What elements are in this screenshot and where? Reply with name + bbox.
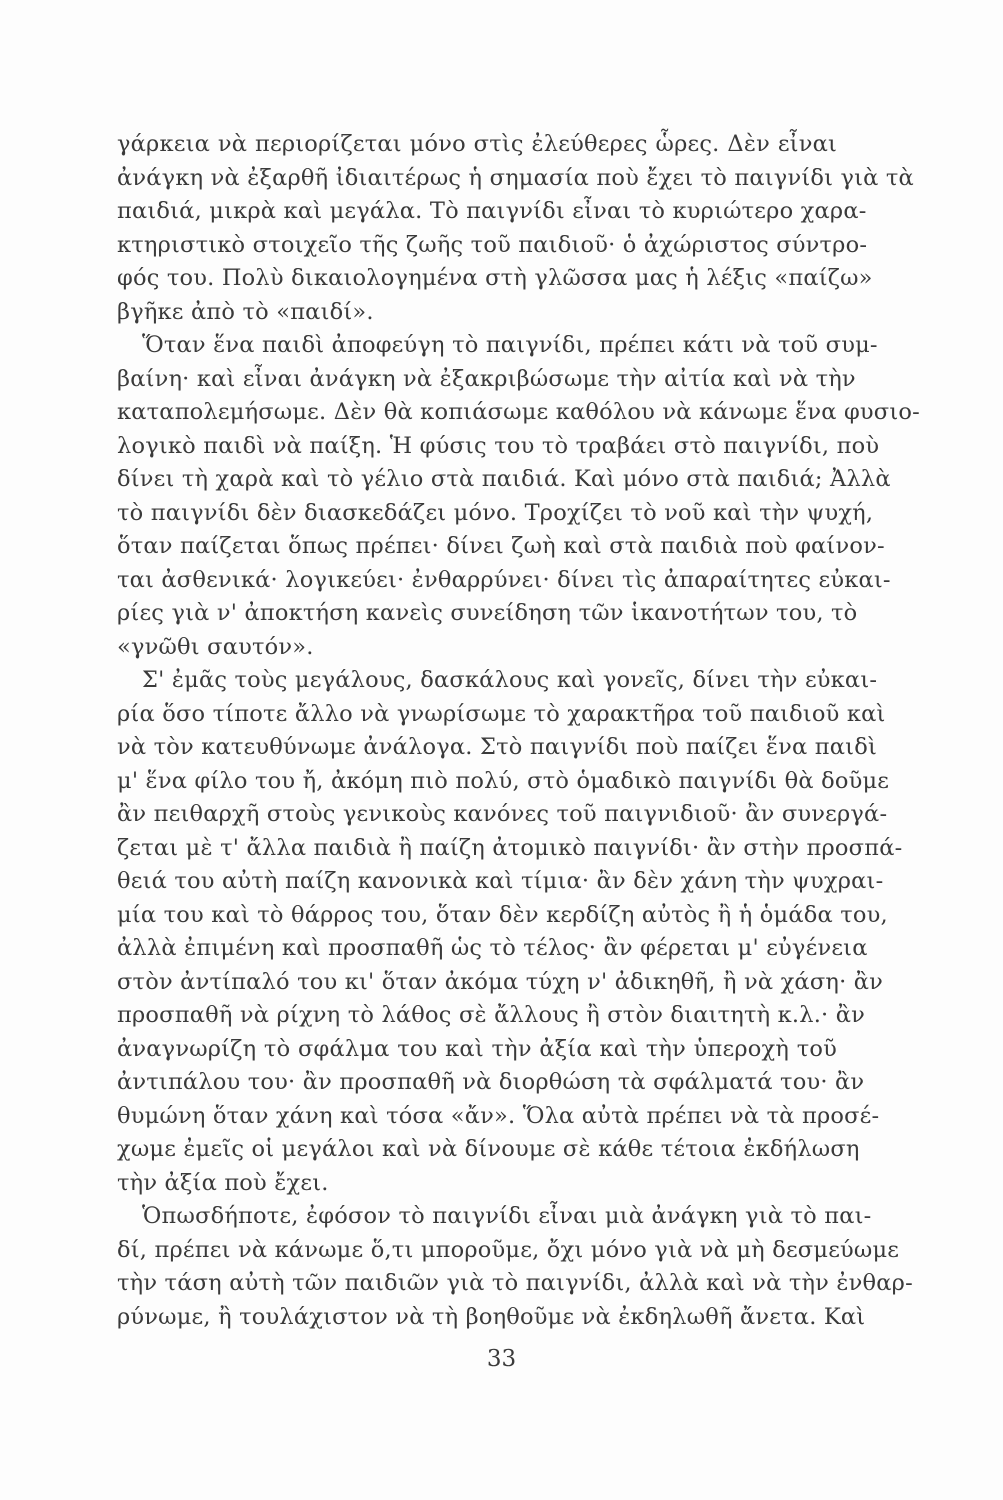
text-line: ρύνωμε, ἢ τουλάχιστον νὰ τὴ βοηθοῦμε νὰ ἐκδηλωθῆ ἄνετα. Καὶ: [117, 1303, 866, 1330]
text-line: στὸν ἀντίπαλό του κι' ὅταν ἀκόμα τύχη ν' ἀδικηθῆ, ἢ νὰ χάση· ἂν: [117, 968, 884, 995]
text-line: «γνῶθι σαυτόν».: [117, 633, 314, 660]
text-line: κτηριστικὸ στοιχεῖο τῆς ζωῆς τοῦ παιδιοῦ· ὁ ἀχώριστος σύντρο-: [117, 231, 868, 258]
text-line: ἀναγνωρίζη τὸ σφάλμα του καὶ τὴν ἀξία καὶ τὴν ὑπεροχὴ τοῦ: [117, 1035, 837, 1062]
text-line: λογικὸ παιδὶ νὰ παίξη. Ἡ φύσις του τὸ τραβάει στὸ παιγνίδι, ποὺ: [117, 432, 880, 459]
text-line: τὸ παιγνίδι δὲν διασκεδάζει μόνο. Τροχίζει τὸ νοῦ καὶ τὴν ψυχή,: [117, 499, 874, 526]
text-line: χωμε ἐμεῖς οἱ μεγάλοι καὶ νὰ δίνουμε σὲ κάθε τέτοια ἐκδήλωση: [117, 1136, 860, 1162]
text-line: θειά του αὐτὴ παίζη κανονικὰ καὶ τίμια· ἂν δὲν χάνη τὴν ψυχραι-: [117, 868, 884, 894]
text-line: δί, πρέπει νὰ κάνωμε ὅ,τι μποροῦμε, ὄχι μόνο γιὰ νὰ μὴ δεσμεύωμε: [117, 1236, 900, 1263]
text-line: βαίνη· καὶ εἶναι ἀνάγκη νὰ ἐξακριβώσωμε τὴν αἰτία καὶ νὰ τὴν: [117, 365, 856, 392]
body-text: [117, 128, 920, 1334]
text-line: Ὁπωσδήποτε, ἐφόσον τὸ παιγνίδι εἶναι μιὰ ἀνάγκη γιὰ τὸ παι-: [142, 1203, 872, 1229]
text-line: βγῆκε ἀπὸ τὸ «παιδί».: [117, 298, 374, 325]
text-line: προσπαθῆ νὰ ρίχνη τὸ λάθος σὲ ἄλλους ἢ στὸν διαιτητὴ κ.λ.· ἂν: [117, 1002, 866, 1028]
text-line: παιδιά, μικρὰ καὶ μεγάλα. Τὸ παιγνίδι εἶναι τὸ κυριώτερο χαρα-: [117, 198, 867, 224]
text-line: θυμώνη ὅταν χάνη καὶ τόσα «ἄν». Ὅλα αὐτὰ πρέπει νὰ τὰ προσέ-: [117, 1102, 880, 1129]
text-line: ἂν πειθαρχῆ στοὺς γενικοὺς κανόνες τοῦ παιγνιδιοῦ· ἂν συνεργά-: [117, 801, 888, 827]
text-line: τὴν τάση αὐτὴ τῶν παιδιῶν γιὰ τὸ παιγνίδι, ἀλλὰ καὶ νὰ τὴν ἐνθαρ-: [117, 1270, 913, 1296]
text-line: τὴν ἀξία ποὺ ἔχει.: [117, 1169, 329, 1196]
text-line: ρία ὅσο τίποτε ἄλλο νὰ γνωρίσωμε τὸ χαρακτῆρα τοῦ παιδιοῦ καὶ: [117, 700, 886, 727]
text-line: ὅταν παίζεται ὅπως πρέπει· δίνει ζωὴ καὶ στὰ παιδιὰ ποὺ φαίνον-: [117, 533, 885, 559]
text-line: ρίες γιὰ ν' ἀποκτήση κανεὶς συνείδηση τῶν ἱκανοτήτων του, τὸ: [117, 600, 858, 626]
text-line: ἀνάγκη νὰ ἐξαρθῆ ἰδιαιτέρως ἡ σημασία ποὺ ἔχει τὸ παιγνίδι γιὰ τὰ: [117, 164, 914, 191]
text-line: μία του καὶ τὸ θάρρος του, ὅταν δὲν κερδίζη αὐτὸς ἢ ἡ ὁμάδα του,: [117, 901, 888, 928]
text-line: Ὅταν ἕνα παιδὶ ἀποφεύγη τὸ παιγνίδι, πρέπει κάτι νὰ τοῦ συμ-: [142, 332, 878, 358]
text-line: νὰ τὸν κατευθύνωμε ἀνάλογα. Στὸ παιγνίδι ποὺ παίζει ἕνα παιδὶ: [117, 734, 877, 760]
text-line: δίνει τὴ χαρὰ καὶ τὸ γέλιο στὰ παιδιά. Καὶ μόνο στὰ παιδιά; Ἀλλὰ: [117, 466, 891, 492]
text-line: μ' ἕνα φίλο του ἤ, ἀκόμη πιὸ πολύ, στὸ ὁμαδικὸ παιγνίδι θὰ δοῦμε: [117, 767, 890, 794]
text-line: φός του. Πολὺ δικαιολογημένα στὴ γλῶσσα μας ἡ λέξις «παίζω»: [117, 265, 873, 291]
text-line: Σ' ἐμᾶς τοὺς μεγάλους, δασκάλους καὶ γονεῖς, δίνει τὴν εὐκαι-: [142, 667, 878, 693]
page-number: 33: [486, 1346, 517, 1372]
text-line: ἀντιπάλου του· ἂν προσπαθῆ νὰ διορθώση τὰ σφάλματά του· ἂν: [117, 1069, 865, 1095]
text-line: ζεται μὲ τ' ἄλλα παιδιὰ ἢ παίζη ἀτομικὸ παιγνίδι· ἂν στὴν προσπά-: [117, 834, 903, 861]
text-line: ἀλλὰ ἐπιμένη καὶ προσπαθῆ ὡς τὸ τέλος· ἂν φέρεται μ' εὐγένεια: [117, 935, 868, 961]
text-line: γάρκεια νὰ περιορίζεται μόνο στὶς ἐλεύθερες ὧρες. Δὲν εἶναι: [117, 131, 837, 157]
text-line: καταπολεμήσωμε. Δὲν θὰ κοπιάσωμε καθόλου νὰ κάνωμε ἕνα φυσιο-: [117, 399, 920, 425]
text-line: ται ἀσθενικά· λογικεύει· ἐνθαρρύνει· δίνει τὶς ἀπαραίτητες εὐκαι-: [117, 566, 891, 593]
